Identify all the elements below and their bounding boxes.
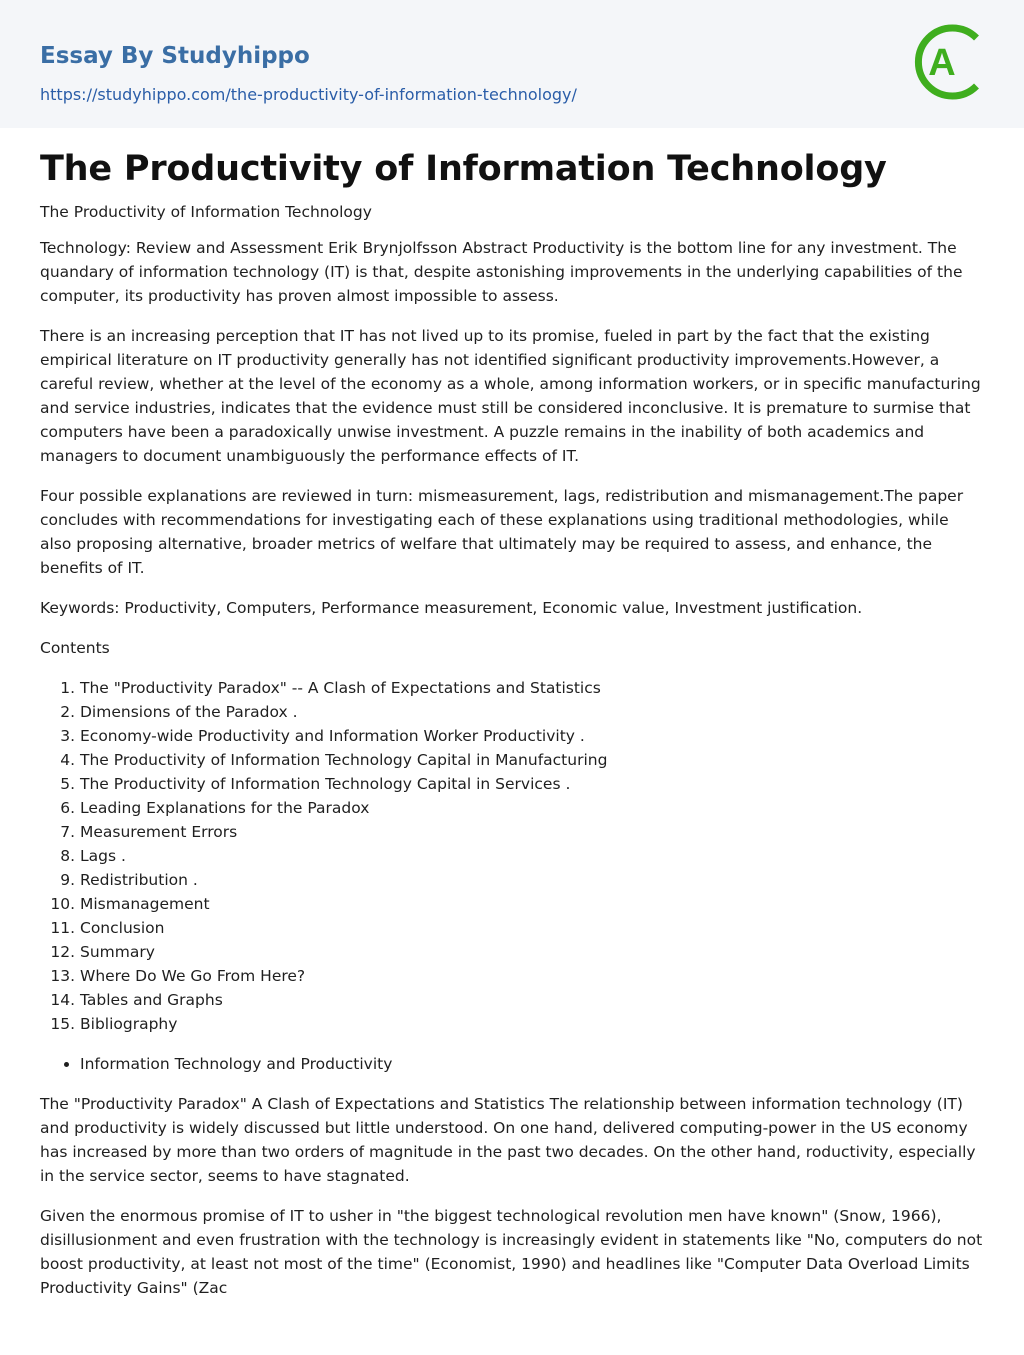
- article-url[interactable]: https://studyhippo.com/the-productivity-of-information-technology/: [40, 85, 577, 104]
- paragraph-keywords: Keywords: Productivity, Computers, Performance measurement, Economic value, Investment justification.: [40, 599, 863, 617]
- bullet-list: [40, 1052, 984, 1076]
- paragraph-explanations: Four possible explanations are reviewed in turn: mismeasurement, lags, redistribution and mismanagement.The paper concludes with recommendations for investigating each of these explanations using traditional methodologies, while also proposing alternative, broader metrics of welfare that ultimately may be required to assess, and enhance, the benefits of IT.: [40, 487, 964, 577]
- studyhippo-logo-icon[interactable]: [912, 18, 984, 106]
- contents-item: 10. Mismanagement: [80, 892, 984, 916]
- brand-title[interactable]: Essay By Studyhippo: [40, 43, 310, 69]
- paragraph-abstract: Technology: Review and Assessment Erik Brynjolfsson Abstract Productivity is the bottom line for any investment. The quandary of information technology (IT) is that, despite astonishing improvements in the underlying capabilities of the computer, its productivity has proven almost impossible to assess.: [40, 239, 963, 305]
- paragraph-promise: Given the enormous promise of IT to usher in "the biggest technological revolution men have known" (Snow, 1966), disillusionment and even frustration with the technology is increasingly evident in statements like "No, computers do not boost productivity, at least not most of the time" (Economist, 1990) and headlines like "Computer Data Overload Limits Productivity Gains" (Zac: [40, 1207, 983, 1297]
- logo-letter: A: [928, 42, 956, 84]
- bullet-item: • Information Technology and Productivity: [80, 1052, 984, 1076]
- contents-item: 11. Conclusion: [80, 916, 984, 940]
- contents-item: 14. Tables and Graphs: [80, 988, 984, 1012]
- contents-item: 12. Summary: [80, 940, 984, 964]
- contents-item: 9. Redistribution .: [80, 868, 984, 892]
- contents-heading: Contents: [40, 639, 110, 657]
- contents-item: 4. The Productivity of Information Technology Capital in Manufacturing: [80, 748, 984, 772]
- contents-item: 1. The "Productivity Paradox" -- A Clash of Expectations and Statistics: [80, 676, 984, 700]
- contents-item: 2. Dimensions of the Paradox .: [80, 700, 984, 724]
- contents-item: 3. Economy-wide Productivity and Information Worker Productivity .: [80, 724, 984, 748]
- paragraph-paradox: The "Productivity Paradox" A Clash of Expectations and Statistics The relationship between information technology (IT) and productivity is widely discussed but little understood. On one hand, delivered computing-power in the US economy has increased by more than two orders of magnitude in the past two decades. On the other hand, roductivity, especially in the service sector, seems to have stagnated.: [40, 1095, 976, 1185]
- contents-item: 7. Measurement Errors: [80, 820, 984, 844]
- contents-item: 6. Leading Explanations for the Paradox: [80, 796, 984, 820]
- article-body: [0, 148, 1024, 1300]
- contents-item: 5. The Productivity of Information Technology Capital in Services .: [80, 772, 984, 796]
- contents-item: 8. Lags .: [80, 844, 984, 868]
- paragraph-perception: There is an increasing perception that IT has not lived up to its promise, fueled in part by the fact that the existing empirical literature on IT productivity generally has not identified significant productivity improvements.However, a careful review, whether at the level of the economy as a whole, among information workers, or in specific manufacturing and service industries, indicates that the evidence must still be considered inconclusive. It is premature to surmise that computers have been a paradoxically unwise investment. A puzzle remains in the inability of both academics and managers to document unambiguously the performance effects of IT.: [40, 327, 981, 465]
- site-header: [0, 0, 1024, 128]
- contents-item: 15. Bibliography: [80, 1012, 984, 1036]
- article-subtitle: The Productivity of Information Technology: [40, 203, 372, 221]
- contents-item: 13. Where Do We Go From Here?: [80, 964, 984, 988]
- page-title: The Productivity of Information Technology: [40, 149, 887, 189]
- contents-list: [40, 676, 984, 1036]
